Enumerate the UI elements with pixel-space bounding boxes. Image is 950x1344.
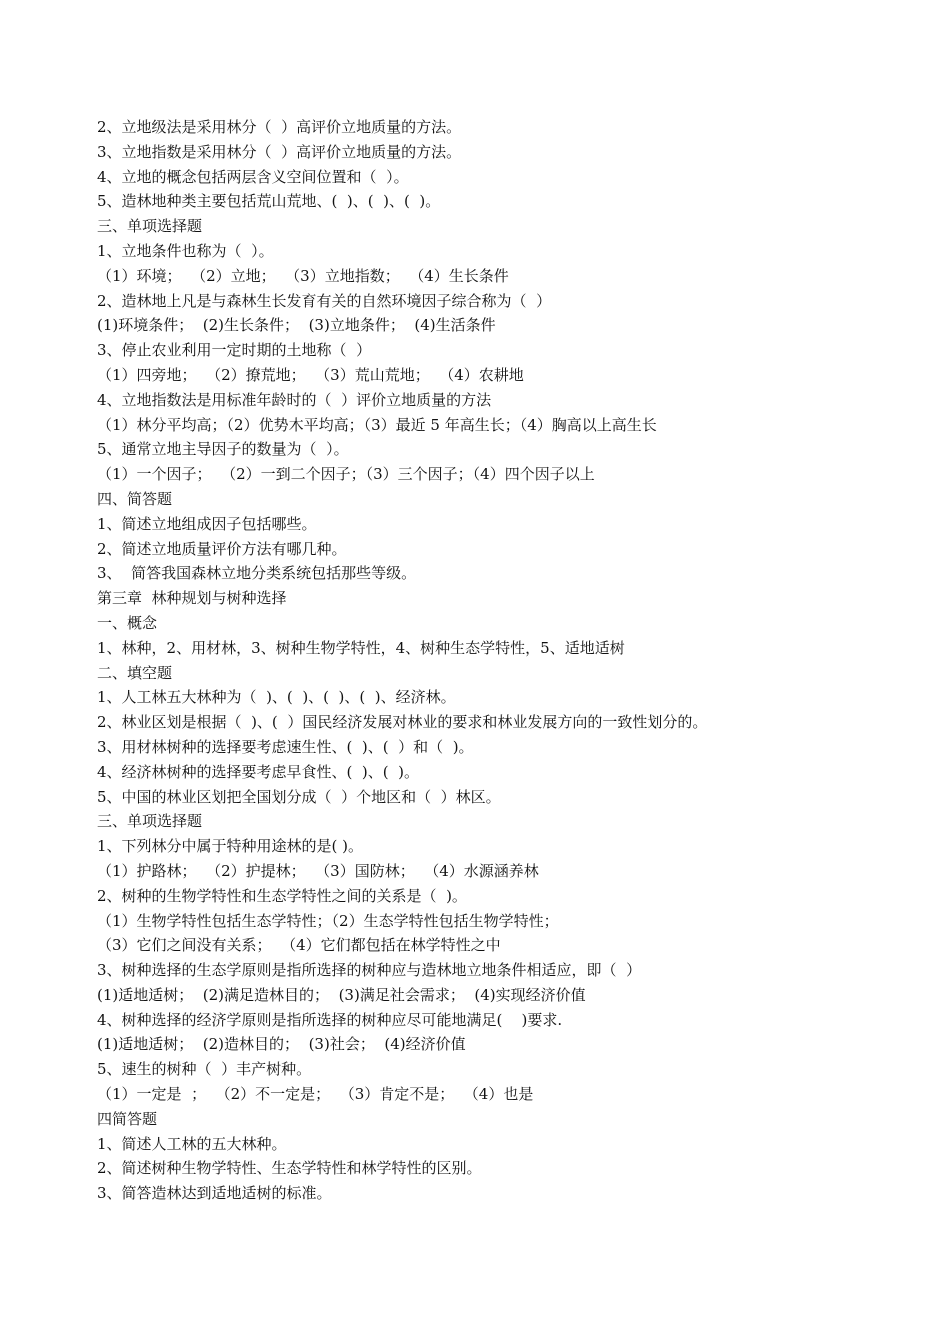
text-line: 5、通常立地主导因子的数量为（ ）。 — [97, 440, 349, 459]
text-line: 2、林业区划是根据（ )、( ）国民经济发展对林业的要求和林业发展方向的一致性划分的。 — [97, 713, 708, 732]
text-line: 三、单项选择题 — [97, 812, 203, 831]
text-line: 3、树种选择的生态学原则是指所选择的树种应与造林地立地条件相适应，即（ ） — [97, 961, 642, 980]
text-line: 四简答题 — [97, 1109, 158, 1128]
text-line: （1）生物学特性包括生态学特性；（2）生态学特性包括生物学特性； — [97, 911, 559, 930]
text-line: 2、简述树种生物学特性、生态学特性和林学特性的区别。 — [97, 1159, 482, 1178]
text-line: (1)适地适树； (2)造林目的； (3)社会； (4)经济价值 — [97, 1035, 466, 1054]
text-line: 1、林种，2、用材林，3、树种生物学特性，4、树种生态学特性，5、适地适树 — [97, 638, 625, 657]
text-line: 3、停止农业利用一定时期的土地称（ ） — [97, 341, 372, 360]
text-line: 4、立地指数法是用标准年龄时的（ ）评价立地质量的方法 — [97, 390, 492, 409]
text-line: （3）它们之间没有关系； （4）它们都包括在林学特性之中 — [97, 936, 501, 955]
text-line: （1）一个因子； （2）一到二个因子；（3）三个因子；（4）四个因子以上 — [97, 465, 595, 484]
text-line: 1、简述立地组成因子包括哪些。 — [97, 514, 317, 533]
text-line: 1、人工林五大林种为（ )、( )、( )、( )、经济林。 — [97, 688, 456, 707]
text-line: 1、下列林分中属于特种用途林的是( )。 — [97, 837, 364, 856]
text-line: 4、立地的概念包括两层含义空间位置和（ ）。 — [97, 167, 409, 186]
text-line: （1）四旁地； （2）撩荒地； （3）荒山荒地； （4）农耕地 — [97, 365, 524, 384]
text-line: 2、造林地上凡是与森林生长发育有关的自然环境因子综合称为（ ） — [97, 291, 552, 310]
text-line: 4、树种选择的经济学原则是指所选择的树种应尽可能地满足( )要求. — [97, 1010, 563, 1029]
text-line: 5、中国的林业区划把全国划分成（ ）个地区和（ ）林区。 — [97, 787, 501, 806]
text-line: （1）林分平均高；（2）优势木平均高；（3）最近 5 年高生长；（4）胸高以上高生长 — [97, 415, 657, 434]
text-line: 2、简述立地质量评价方法有哪几种。 — [97, 539, 347, 558]
text-line: （1）环境； （2）立地； （3）立地指数； （4）生长条件 — [97, 266, 509, 285]
text-line: 1、立地条件也称为（ ）。 — [97, 241, 274, 260]
text-line: 四、简答题 — [97, 489, 173, 508]
text-line: (1)环境条件； (2)生长条件； (3)立地条件； (4)生活条件 — [97, 316, 496, 335]
text-line: 3、用材林树种的选择要考虑速生性、( )、( ）和（ )。 — [97, 737, 474, 756]
text-line: 二、填空题 — [97, 663, 173, 682]
text-line: 1、简述人工林的五大林种。 — [97, 1134, 287, 1153]
text-line: 3、立地指数是采用林分（ ）高评价立地质量的方法。 — [97, 142, 462, 161]
text-line: 三、单项选择题 — [97, 217, 203, 236]
text-line: 4、经济林树种的选择要考虑早食性、( )、( )。 — [97, 762, 420, 781]
text-line: 5、速生的树种（ ）丰产树种。 — [97, 1060, 312, 1079]
text-line: 5、造林地种类主要包括荒山荒地、( )、( )、( )。 — [97, 192, 441, 211]
text-line: 3、 简答我国森林立地分类系统包括那些等级。 — [97, 564, 417, 583]
text-line: (1)适地适树； (2)满足造林目的； (3)满足社会需求； (4)实现经济价值 — [97, 985, 586, 1004]
text-line: （1）一定是 ； （2）不一定是； （3）肯定不是； （4）也是 — [97, 1085, 534, 1104]
text-line: 第三章 林种规划与树种选择 — [97, 589, 287, 608]
text-line: （1）护路林； （2）护提林； （3）国防林； （4）水源涵养林 — [97, 861, 539, 880]
text-line: 2、立地级法是采用林分（ ）高评价立地质量的方法。 — [97, 118, 462, 136]
text-line: 2、树种的生物学特性和生态学特性之间的关系是（ )。 — [97, 886, 467, 905]
text-line: 一、概念 — [97, 613, 158, 632]
document-body — [97, 115, 917, 1206]
text-line: 3、简答造林达到适地适树的标准。 — [97, 1184, 332, 1203]
